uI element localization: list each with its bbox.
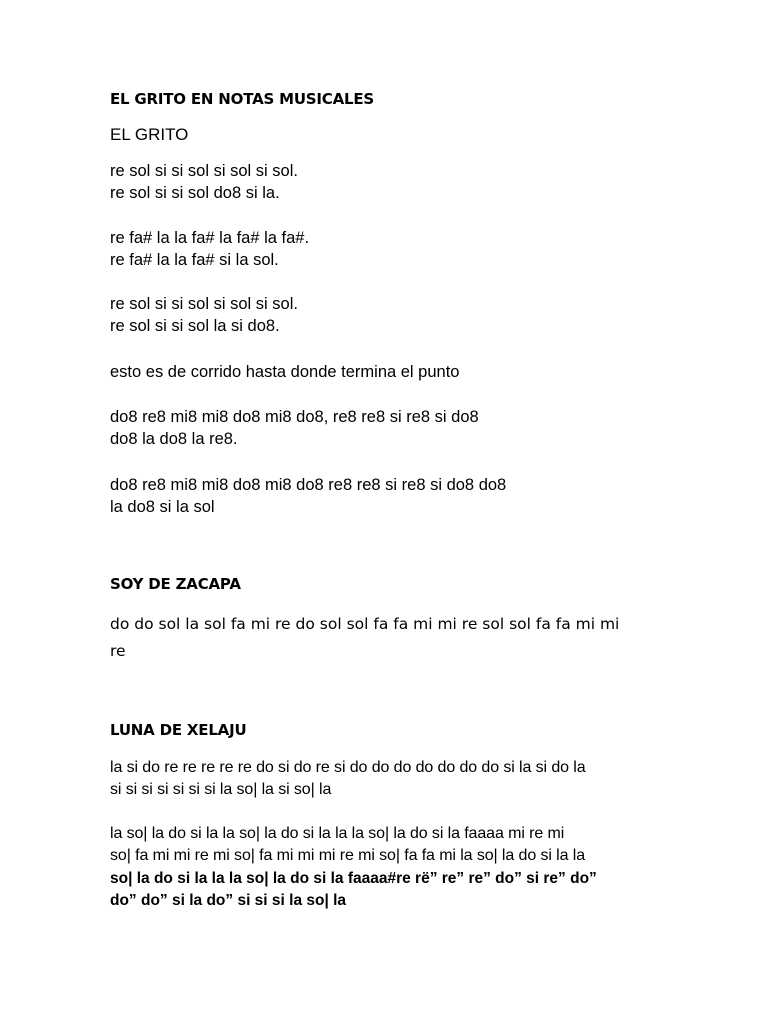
text-line: la si do re re re re re do si do re si do do do do do do do si la si do la bbox=[110, 759, 586, 776]
text-line: re bbox=[110, 642, 126, 660]
grito-note: esto es de corrido hasta donde termina el punto bbox=[110, 363, 460, 381]
section-title-el-grito: EL GRITO EN NOTAS MUSICALES bbox=[110, 90, 375, 108]
xelaju-bold-lines bbox=[110, 868, 597, 912]
text-line: re fa# la la fa# la fa# la fa#. bbox=[110, 229, 310, 247]
xelaju-stanza-2 bbox=[110, 823, 585, 867]
text-line: re sol si si sol la si do8. bbox=[110, 317, 280, 335]
grito-stanza-2 bbox=[110, 227, 309, 271]
section-title-soy-de-zacapa: SOY DE ZACAPA bbox=[110, 575, 241, 593]
text-line: do8 la do8 la re8. bbox=[110, 430, 238, 448]
text-line: so| fa mi mi re mi so| fa mi mi mi re mi so| fa fa mi la so| la do si la la bbox=[110, 847, 586, 864]
grito-stanza-4 bbox=[110, 406, 479, 450]
grito-stanza-1 bbox=[110, 160, 298, 204]
text-line: la so| la do si la la so| la do si la la la so| la do si la faaaa mi re mi bbox=[110, 825, 565, 842]
text-line: do do sol la sol fa mi re do sol sol fa fa mi mi re sol sol fa fa mi mi bbox=[110, 615, 620, 633]
text-line: do8 re8 mi8 mi8 do8 mi8 do8 re8 re8 si re8 si do8 do8 bbox=[110, 476, 507, 494]
text-line: si si si si si si si la so| la si so| la bbox=[110, 781, 332, 798]
grito-stanza-5 bbox=[110, 474, 506, 518]
xelaju-stanza-1 bbox=[110, 757, 586, 801]
text-line: do” do” si la do” si si si la so| la bbox=[110, 892, 347, 909]
text-line: re sol si si sol do8 si la. bbox=[110, 184, 280, 202]
text-line: re sol si si sol si sol si sol. bbox=[110, 295, 298, 313]
section-title-luna-de-xelaju: LUNA DE XELAJU bbox=[110, 721, 247, 739]
zacapa-lines bbox=[110, 611, 619, 665]
text-line: so| la do si la la la so| la do si la faaaa#re rë” re” re” do” si re” do” bbox=[110, 870, 597, 887]
subtitle-el-grito: EL GRITO bbox=[110, 125, 189, 144]
grito-stanza-3 bbox=[110, 293, 298, 337]
text-line: la do8 si la sol bbox=[110, 498, 215, 516]
text-line: do8 re8 mi8 mi8 do8 mi8 do8, re8 re8 si re8 si do8 bbox=[110, 408, 479, 426]
text-line: re sol si si sol si sol si sol. bbox=[110, 162, 298, 180]
text-line: re fa# la la fa# si la sol. bbox=[110, 251, 279, 269]
